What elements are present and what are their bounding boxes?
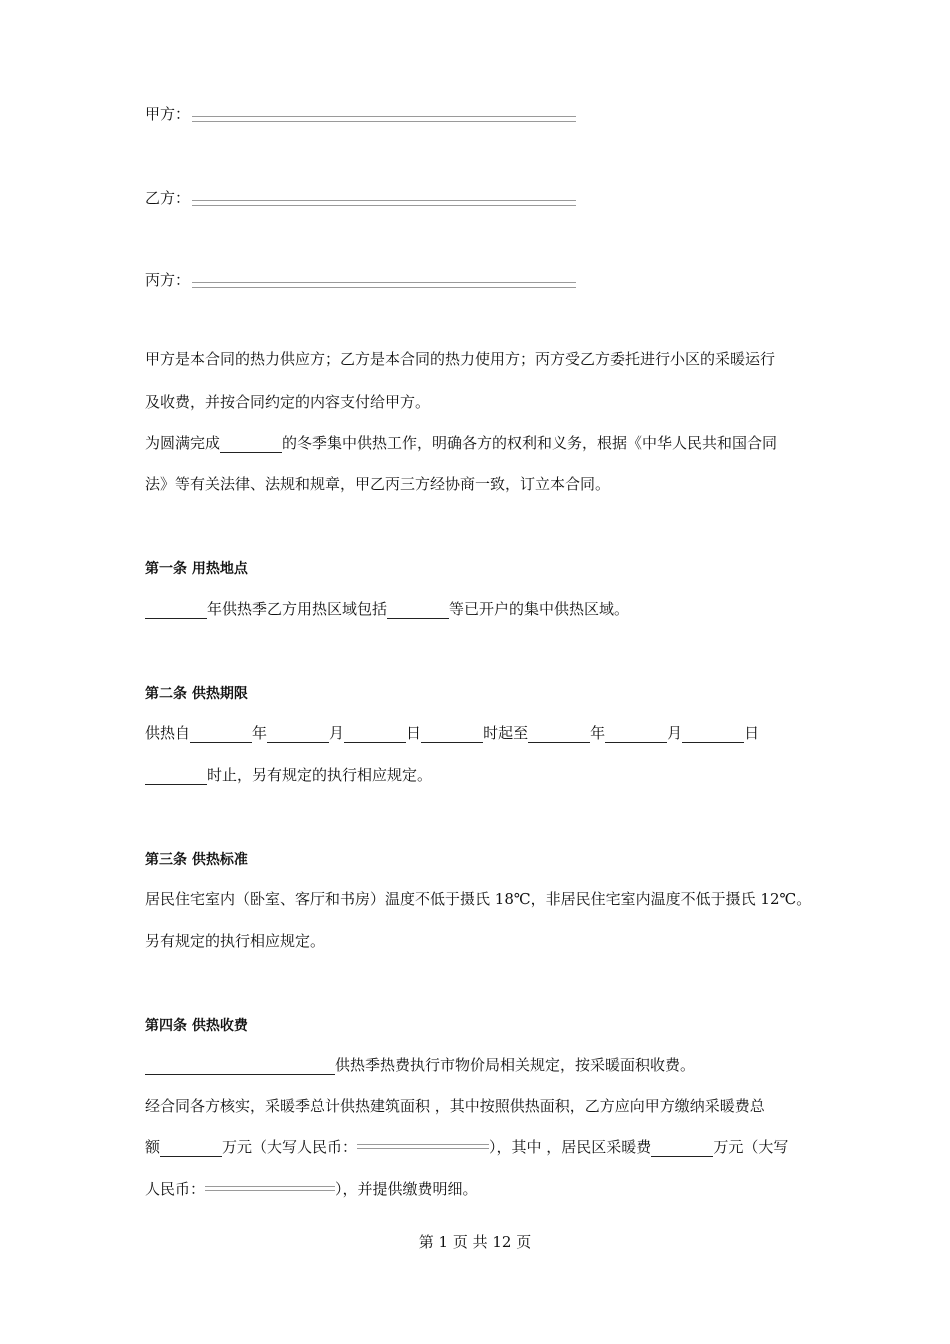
period-text: 日: [744, 724, 760, 742]
article-1-heading: 第一条 用热地点: [145, 561, 248, 577]
article-4-line-3: [145, 1137, 788, 1157]
article-1-text-b: 等已开户的集中供热区域。: [449, 600, 630, 618]
party-c-label: 丙方：: [145, 271, 191, 289]
residential-fee-words-blank[interactable]: [205, 1186, 335, 1191]
article-4-text: 人民币：: [145, 1180, 206, 1198]
area-blank[interactable]: [387, 602, 449, 619]
article-2-line-1: [145, 723, 759, 743]
party-b-label: 乙方：: [145, 189, 191, 207]
article-4-text: ），并提供缴费明细。: [335, 1180, 478, 1198]
intro-text: 为圆满完成: [145, 434, 221, 452]
party-c-blank[interactable]: [192, 282, 576, 288]
article-4-text: ），其中 ，居民区采暖费: [489, 1138, 652, 1156]
end-hour-blank[interactable]: [145, 768, 207, 785]
article-2-heading: 第二条 供热期限: [145, 686, 248, 702]
page-number: 第 1 页 共 12 页: [418, 1233, 532, 1251]
article-4-line-1: [145, 1055, 695, 1075]
article-3-heading: 第三条 供热标准: [145, 852, 248, 868]
end-month-blank[interactable]: [605, 726, 667, 743]
period-text: 月: [667, 724, 683, 742]
article-4-text: 万元（大写人民币：: [222, 1138, 358, 1156]
article-4-text: 供热季热费执行市物价局相关规定，按采暖面积收费。: [335, 1056, 696, 1074]
start-hour-blank[interactable]: [421, 726, 483, 743]
start-month-blank[interactable]: [267, 726, 329, 743]
intro-year-blank[interactable]: [220, 436, 282, 453]
residential-fee-blank[interactable]: [651, 1140, 713, 1157]
article-4-text: 额: [145, 1138, 161, 1156]
party-c-line: [145, 269, 576, 290]
period-text: 供热自: [145, 724, 191, 742]
intro-line-1: 甲方是本合同的热力供应方；乙方是本合同的热力使用方；丙方受乙方委托进行小区的采暖运行: [145, 350, 776, 368]
article-4-text: 万元（大写: [713, 1138, 789, 1156]
article-4-line-2: 经合同各方核实，采暖季总计供热建筑面积 ，其中按照供热面积，乙方应向甲方缴纳采暖费总: [145, 1097, 765, 1115]
article-1-text: [145, 599, 629, 619]
party-a-label: 甲方：: [145, 105, 191, 123]
season-year-blank[interactable]: [145, 602, 207, 619]
period-text: 年: [590, 724, 606, 742]
article-3-line-2: 另有规定的执行相应规定。: [145, 932, 326, 950]
intro-line-2: 及收费，并按合同约定的内容支付给甲方。: [145, 393, 431, 411]
end-year-blank[interactable]: [528, 726, 590, 743]
period-text: 时止，另有规定的执行相应规定。: [207, 766, 433, 784]
article-1-text-a: 年供热季乙方用热区域包括: [207, 600, 388, 618]
start-year-blank[interactable]: [190, 726, 252, 743]
start-day-blank[interactable]: [344, 726, 406, 743]
total-fee-words-blank[interactable]: [357, 1144, 489, 1149]
article-2-line-2: [145, 765, 432, 785]
period-text: 时起至: [483, 724, 529, 742]
intro-line-3: [145, 433, 777, 453]
article-4-line-4: [145, 1179, 478, 1199]
total-fee-blank[interactable]: [160, 1140, 222, 1157]
party-a-blank[interactable]: [192, 116, 576, 122]
article-4-heading: 第四条 供热收费: [145, 1018, 248, 1034]
period-text: 年: [252, 724, 268, 742]
article-3-line-1: 居民住宅室内（卧室、客厅和书房）温度不低于摄氏 18℃，非居民住宅室内温度不低于摄氏 12℃。: [145, 890, 812, 908]
party-b-line: [145, 187, 576, 208]
intro-text: 的冬季集中供热工作，明确各方的权利和义务，根据《中华人民共和国合同: [282, 434, 778, 452]
end-day-blank[interactable]: [682, 726, 744, 743]
period-text: 月: [329, 724, 345, 742]
party-b-blank[interactable]: [192, 200, 576, 206]
party-a-line: [145, 103, 576, 124]
intro-line-4: 法》等有关法律、法规和规章，甲乙丙三方经协商一致，订立本合同。: [145, 475, 611, 493]
fee-season-blank[interactable]: [145, 1058, 335, 1075]
period-text: 日: [406, 724, 422, 742]
